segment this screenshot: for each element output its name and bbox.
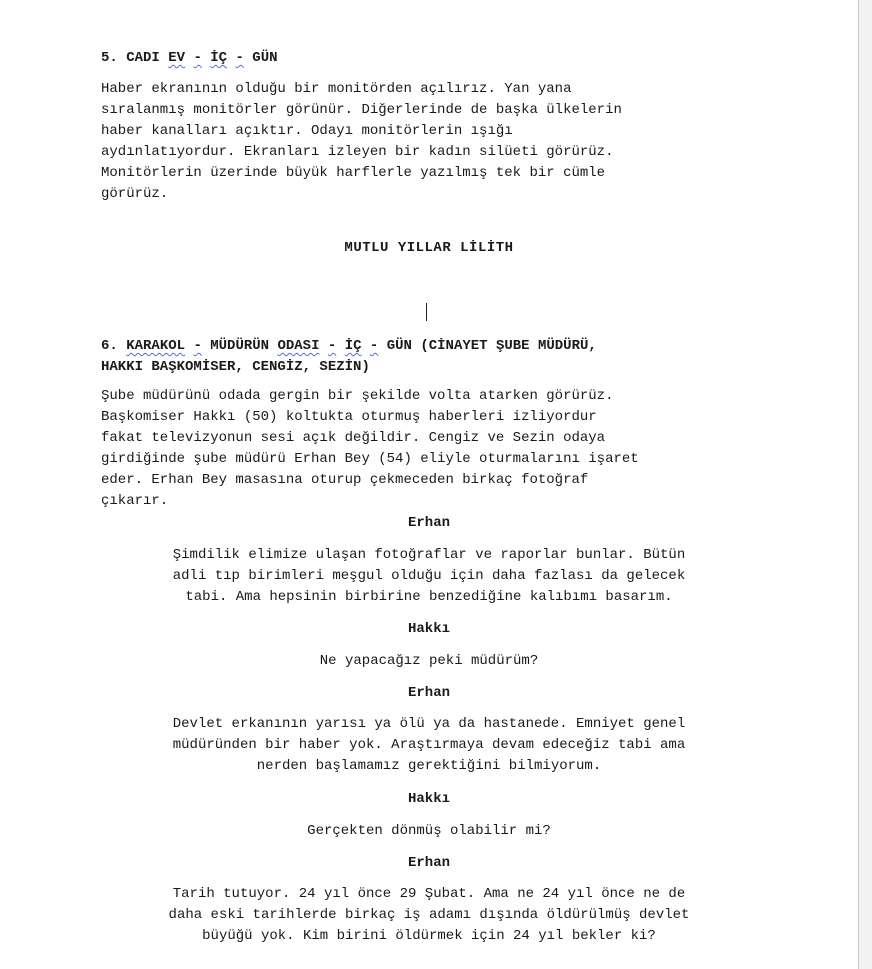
scene-number: 5. bbox=[101, 50, 118, 66]
scene-place: CADI bbox=[126, 50, 160, 66]
heading-time: GÜN bbox=[252, 50, 278, 66]
text-cursor bbox=[426, 303, 427, 321]
heading-rest: GÜN (CİNAYET ŞUBE MÜDÜRÜ, bbox=[386, 338, 597, 354]
heading-dash: - bbox=[235, 50, 244, 66]
heading-word-mudurun: MÜDÜRÜN bbox=[210, 338, 270, 354]
scene-heading-6 bbox=[101, 336, 597, 378]
dialogue-line: Devlet erkanının yarısı ya ölü ya da hastanede. Emniyet genel müdüründen bir haber yok. Araştırmaya devam edeceğiz tabi ama nerden başlamamız gerektiğini bilmiyorum. bbox=[172, 716, 686, 774]
heading-word-ev: EV bbox=[168, 50, 186, 66]
character-name: Hakkı bbox=[407, 621, 450, 637]
dialogue-line: Gerçekten dönmüş olabilir mi? bbox=[307, 823, 551, 839]
vertical-scrollbar[interactable] bbox=[859, 0, 872, 969]
dialogue-line: Tarih tutuyor. 24 yıl önce 29 Şubat. Ama ne 24 yıl önce ne de daha eski tarihlerde birkaç iş adamı dışında öldürülmüş devlet büyüğü yok. Kim birini öldürmek için 24 yıl bekler ki? bbox=[168, 886, 690, 944]
scene-5-action: Haber ekranının olduğu bir monitörden açılırız. Yan yana sıralanmış monitörler görünür. Diğerlerinde de başka ülkelerin haber kanalları açıktır. Odayı monitörlerin ışığı aydınlatıyordur. Ekranları izleyen bir kadın silüeti görürüz. Monitörlerin üzerinde büyük harflerle yazılmış tek bir cümle görürüz. bbox=[101, 81, 622, 202]
dialogue-line: Ne yapacağız peki müdürüm? bbox=[319, 653, 539, 669]
heading-dash: - bbox=[369, 338, 379, 354]
dialogue-line: Şimdilik elimize ulaşan fotoğraflar ve raporlar bunlar. Bütün adli tıp birimleri meşgul olduğu için daha fazlası da gelecek tabi. Ama hepsinin birbirine benzediğine kalıbımı basarım. bbox=[172, 547, 686, 605]
scene-number: 6. bbox=[101, 338, 118, 354]
scene-6-action: Şube müdürünü odada gergin bir şekilde volta atarken görürüz. Başkomiser Hakkı (50) koltukta oturmuş haberleri izliyordur fakat televizyonun sesi açık değildir. Cengiz ve Sezin odaya girdiğinde şube müdürü Erhan Bey (54) eliyle oturmalarını işaret eder. Erhan Bey masasına oturup çekmeceden birkaç fotoğraf çıkarır. bbox=[101, 388, 639, 509]
heading-word-ic: İÇ bbox=[210, 50, 228, 66]
heading-dash: - bbox=[193, 338, 202, 354]
character-name: Erhan bbox=[407, 855, 450, 871]
heading-word-ic: İÇ bbox=[344, 338, 362, 354]
character-name: Erhan bbox=[407, 515, 450, 531]
heading-word-karakol: KARAKOL bbox=[126, 338, 186, 354]
character-name: Hakkı bbox=[407, 791, 450, 807]
heading-characters: HAKKI BAŞKOMİSER, CENGİZ, SEZİN) bbox=[101, 359, 370, 375]
scene-heading-5 bbox=[101, 48, 278, 69]
character-name: Erhan bbox=[407, 685, 450, 701]
heading-word-odasi: ODASI bbox=[277, 338, 320, 354]
heading-dash: - bbox=[193, 50, 202, 66]
centered-screen-text: MUTLU YILLAR LİLİTH bbox=[344, 240, 514, 256]
heading-dash: - bbox=[327, 338, 337, 354]
